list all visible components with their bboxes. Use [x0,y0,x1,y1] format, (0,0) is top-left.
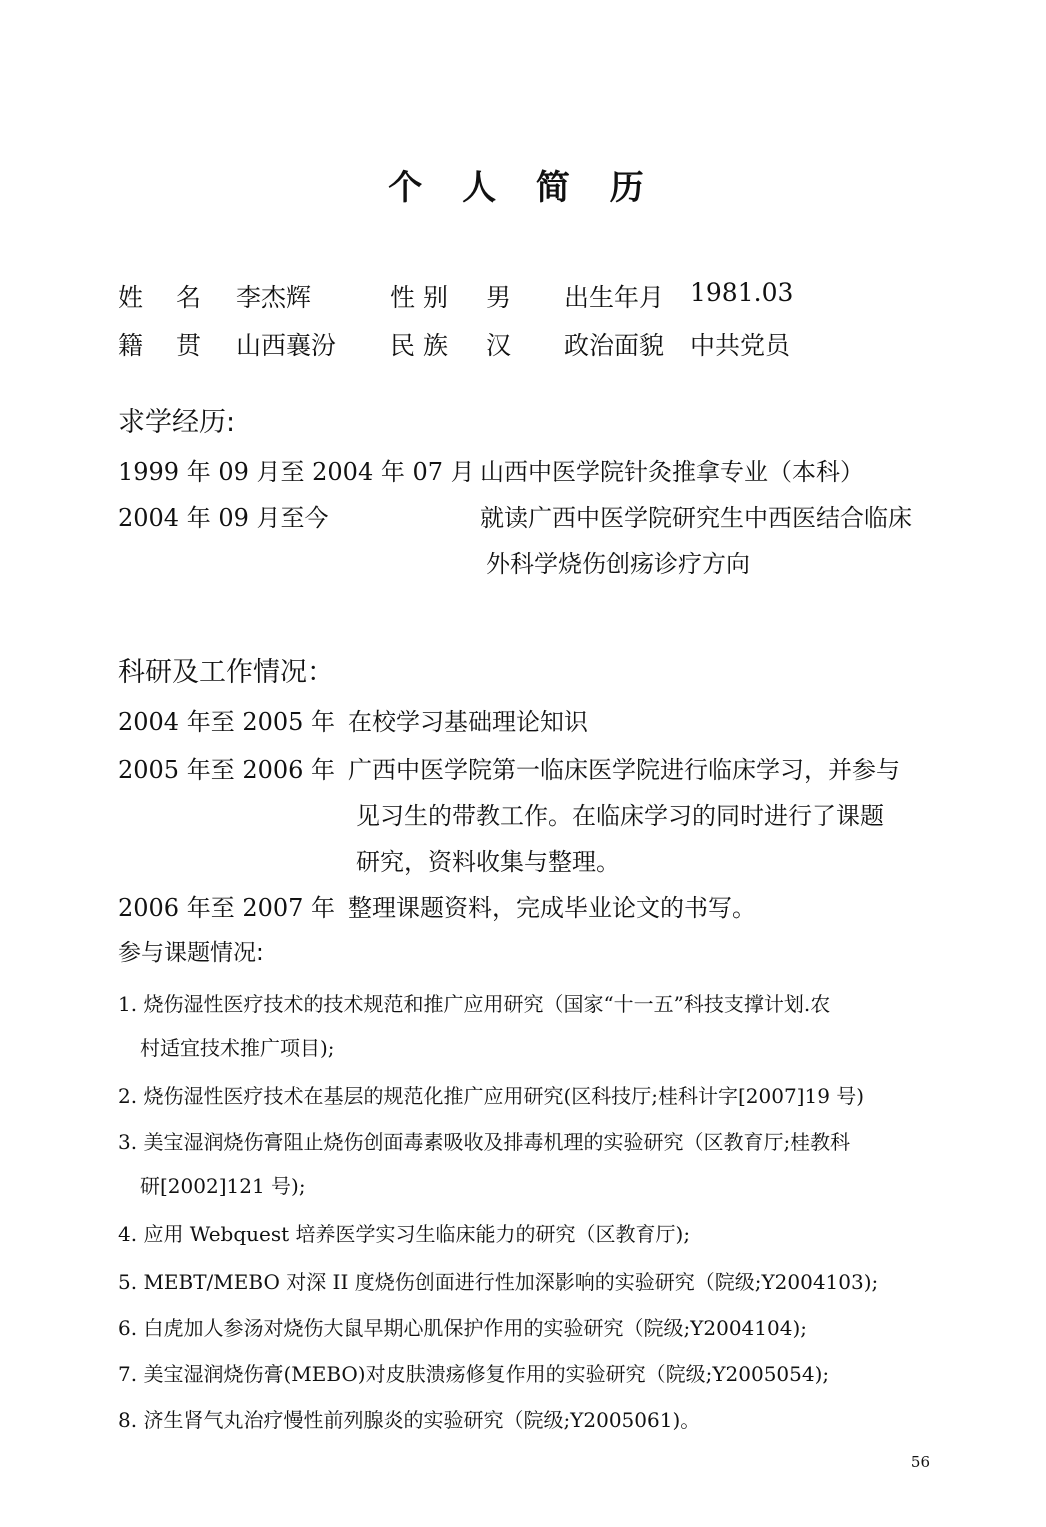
page-number: 56 [910,1453,930,1471]
education-detail-1: 山西中医学院针灸推拿专业（本科） [480,458,864,486]
page-title: 个 人 简 历 [388,168,658,208]
project-item-8: 8. 济生肾气丸治疗慢性前列腺炎的实验研究（院级;Y2005061)。 [118,1408,701,1432]
political-value: 中共党员 [690,331,791,360]
education-period-1: 1999 年 09 月至 2004 年 07 月 [118,458,475,486]
project-item-3: 3. 美宝湿润烧伤膏阻止烧伤创面毒素吸收及排毒机理的实验研究（区教育厅;桂教科 [118,1130,851,1154]
origin-value: 山西襄汾 [236,331,337,360]
gender-label: 性 别 [390,283,448,312]
project-item-3-cont: 研[2002]121 号); [140,1174,306,1198]
education-heading: 求学经历: [118,407,236,438]
project-item-2: 2. 烧伤湿性医疗技术在基层的规范化推广应用研究(区科技厅;桂科计字[2007]19 号) [118,1084,865,1108]
research-period-1: 2004 年至 2005 年 [118,708,336,736]
project-item-4: 4. 应用 Webquest 培养医学实习生临床能力的研究（区教育厅); [118,1222,691,1246]
research-detail-2-cont-1: 见习生的带教工作。在临床学习的同时进行了课题 [356,802,884,830]
name-value: 李杰辉 [236,283,312,312]
research-period-2: 2005 年至 2006 年 [118,756,336,784]
education-period-2: 2004 年 09 月至今 [118,504,329,532]
project-item-5: 5. MEBT/MEBO 对深 II 度烧伤创面进行性加深影响的实验研究（院级;Y2004103); [118,1270,879,1294]
birth-value: 1981.03 [690,278,794,307]
project-item-1: 1. 烧伤湿性医疗技术的技术规范和推广应用研究（国家“十一五”科技支撑计划.农 [118,992,831,1016]
political-label: 政治面貌 [564,331,665,360]
project-item-1-cont: 村适宜技术推广项目); [140,1036,335,1060]
name-label: 姓 名 [118,283,201,312]
ethnic-value: 汉 [486,331,512,360]
research-heading: 科研及工作情况： [118,657,334,688]
gender-value: 男 [486,283,512,312]
ethnic-label: 民 族 [390,331,448,360]
project-item-6: 6. 白虎加人参汤对烧伤大鼠早期心肌保护作用的实验研究（院级;Y2004104); [118,1316,807,1340]
research-detail-2: 广西中医学院第一临床医学院进行临床学习，并参与 [348,756,900,784]
education-detail-2: 就读广西中医学院研究生中西医结合临床 [480,504,912,532]
education-detail-2-cont: 外科学烧伤创疡诊疗方向 [486,550,750,578]
research-period-3: 2006 年至 2007 年 [118,894,336,922]
research-detail-2-cont-2: 研究，资料收集与整理。 [356,848,620,876]
birth-label: 出生年月 [564,283,665,312]
project-item-7: 7. 美宝湿润烧伤膏(MEBO)对皮肤溃疡修复作用的实验研究（院级;Y2005054); [118,1362,830,1386]
projects-heading: 参与课题情况: [118,940,264,966]
research-detail-3: 整理课题资料，完成毕业论文的书写。 [348,894,756,922]
research-detail-1: 在校学习基础理论知识 [348,708,588,736]
origin-label: 籍 贯 [118,331,201,360]
